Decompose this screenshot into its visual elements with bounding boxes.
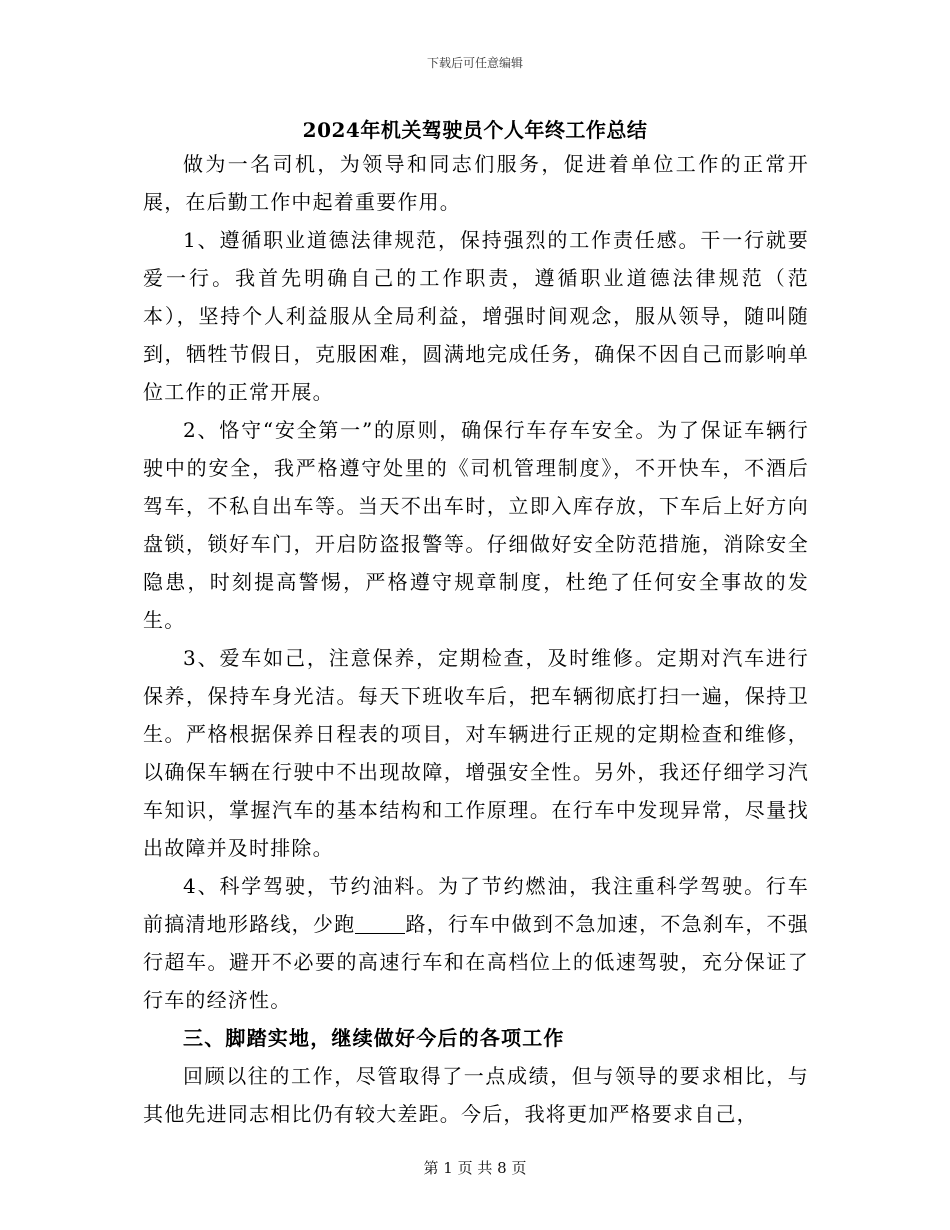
page-header-note: 下载后可任意编辑: [426, 56, 523, 70]
paragraph-item-2: 2、恪守“安全第一”的原则，确保行车存车安全。为了保证车辆行驶中的安全，我严格遵守处里的《司机管理制度》，不开快车，不酒后驾车，不私自出车等。当天不出车时，立即入库存放，下车后上好方向盘锁，锁好车门，开启防盗报警等。仔细做好安全防范措施，消除安全隐患，时刻提高警惕，严格遵守规章制度，杜绝了任何安全事故的发生。: [143, 418, 809, 632]
page-number-footer: 第 1 页 共 8 页: [423, 1159, 527, 1177]
fill-in-blank: [355, 913, 405, 934]
paragraph-item-4-part-1: 4、科学驾驶，节约油料。为了节约燃油，我注重科学驾驶。行车前搞清地形路线，少跑: [143, 874, 809, 936]
paragraph-item-1: 1、遵循职业道德法律规范，保持强烈的工作责任感。干一行就要爱一行。我首先明确自己的工作职责，遵循职业道德法律规范（范本），坚持个人利益服从全局利益，增强时间观念，服从领导，随叫随到，牺牲节假日，克服困难，圆满地完成任务，确保不因自己而影响单位工作的正常开展。: [143, 228, 809, 404]
section-heading: 三、脚踏实地，继续做好今后的各项工作: [183, 1026, 565, 1050]
document-title: 2024年机关驾驶员个人年终工作总结: [302, 118, 648, 142]
closing-paragraph: 回顾以往的工作，尽管取得了一点成绩，但与领导的要求相比，与其他先进同志相比仍有较大差距。今后，我将更加严格要求自己，: [143, 1064, 809, 1126]
paragraph-item-4-part-2: 路，行车中做到不急加速，不急刹车，不强行超车。避开不必要的高速行车和在高档位上的低速驾驶，充分保证了行车的经济性。: [143, 912, 809, 1012]
intro-paragraph: 做为一名司机，为领导和同志们服务，促进着单位工作的正常开展，在后勤工作中起着重要作用。: [143, 152, 809, 214]
document-body: [143, 145, 809, 1133]
paragraph-item-3: 3、爱车如己，注意保养，定期检查，及时维修。定期对汽车进行保养，保持车身光洁。每天下班收车后，把车辆彻底打扫一遍，保持卫生。严格根据保养日程表的项目，对车辆进行正规的定期检查和维修，以确保车辆在行驶中不出现故障，增强安全性。另外，我还仔细学习汽车知识，掌握汽车的基本结构和工作原理。在行车中发现异常，尽量找出故障并及时排除。: [143, 646, 809, 860]
paragraph-item-4: [143, 867, 809, 1019]
